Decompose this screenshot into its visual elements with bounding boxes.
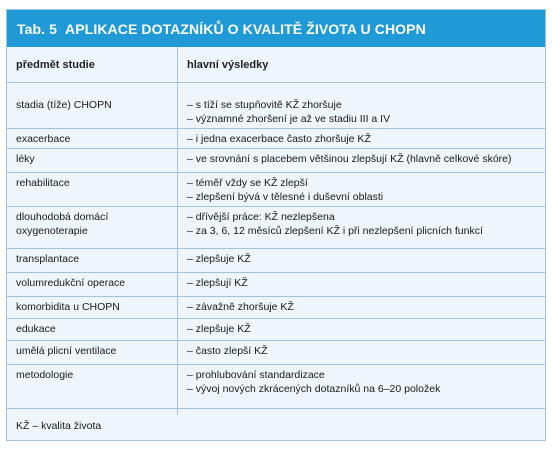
results-cell — [187, 365, 545, 400]
result-line: – vývoj nových zkrácených dotazníků na 6–20 položek — [187, 383, 441, 395]
study-cell: volumredukční operace — [16, 277, 126, 289]
study-cell: rehabilitace — [16, 177, 70, 189]
study-cell: komorbidita u CHOPN — [16, 301, 120, 313]
table-row — [7, 129, 545, 149]
table-row — [7, 95, 545, 129]
footnote: KŽ – kvalita života — [16, 420, 102, 432]
study-cell: metodologie — [16, 369, 74, 381]
result-line: – dřívější práce: KŽ nezlepšena — [187, 211, 335, 223]
table-body — [7, 95, 545, 409]
results-cell — [187, 319, 545, 340]
results-cell — [187, 249, 545, 270]
table-frame — [6, 9, 546, 441]
result-line: – za 3, 6, 12 měsíců zlepšení KŽ i při nezlepšení plicních funkcí — [187, 225, 483, 237]
study-cell: umělá plicní ventilace — [16, 345, 117, 357]
study-cell: transplantace — [16, 253, 80, 265]
result-line: – významné zhoršení je až ve stadiu III a IV — [187, 113, 391, 125]
results-cell — [187, 149, 545, 170]
table-row — [7, 297, 545, 319]
column-header-study: předmět studie — [16, 58, 95, 71]
table-row — [7, 173, 545, 207]
table-row — [7, 249, 545, 273]
result-line: – zlepšení bývá v tělesné i duševní oblasti — [187, 191, 384, 203]
results-cell — [187, 297, 545, 318]
table-row — [7, 365, 545, 409]
table-header — [7, 10, 545, 47]
study-cell: edukace — [16, 323, 56, 335]
table-row — [7, 319, 545, 341]
study-cell: exacerbace — [16, 133, 71, 145]
table-row — [7, 341, 545, 365]
results-cell — [187, 341, 545, 362]
result-line: – zlepšuje KŽ — [187, 323, 251, 335]
table-title: APLIKACE DOTAZNÍKŮ O KVALITĚ ŽIVOTA U CHOPN — [65, 20, 426, 37]
results-cell — [187, 207, 545, 242]
result-line: – ve srovnání s placebem většinou zlepšují KŽ (hlavně celkové skóre) — [187, 153, 512, 165]
result-line: – téměř vždy se KŽ zlepší — [187, 177, 308, 189]
results-cell — [187, 95, 545, 130]
result-line: – zlepšují KŽ — [187, 277, 248, 289]
results-cell — [187, 129, 545, 150]
table-number: Tab. 5 — [17, 20, 58, 37]
result-line: – často zlepší KŽ — [187, 345, 268, 357]
study-cell: léky — [16, 153, 35, 165]
table-row — [7, 207, 545, 249]
table-row — [7, 273, 545, 297]
result-line: – prohlubování standardizace — [187, 369, 325, 381]
results-cell — [187, 173, 545, 208]
column-headers — [7, 47, 545, 83]
study-cell: dlouhodobá domácí oxygenoterapie — [16, 211, 109, 237]
result-line: – závažně zhoršuje KŽ — [187, 301, 294, 313]
result-line: – zlepšuje KŽ — [187, 253, 251, 265]
table-row — [7, 149, 545, 173]
result-line: – s tíží se stupňovitě KŽ zhoršuje — [187, 99, 342, 111]
result-line: – i jedna exacerbace často zhoršuje KŽ — [187, 133, 371, 145]
study-cell: stadia (tíže) CHOPN — [16, 99, 112, 111]
column-header-results: hlavní výsledky — [187, 58, 269, 71]
results-cell — [187, 273, 545, 294]
